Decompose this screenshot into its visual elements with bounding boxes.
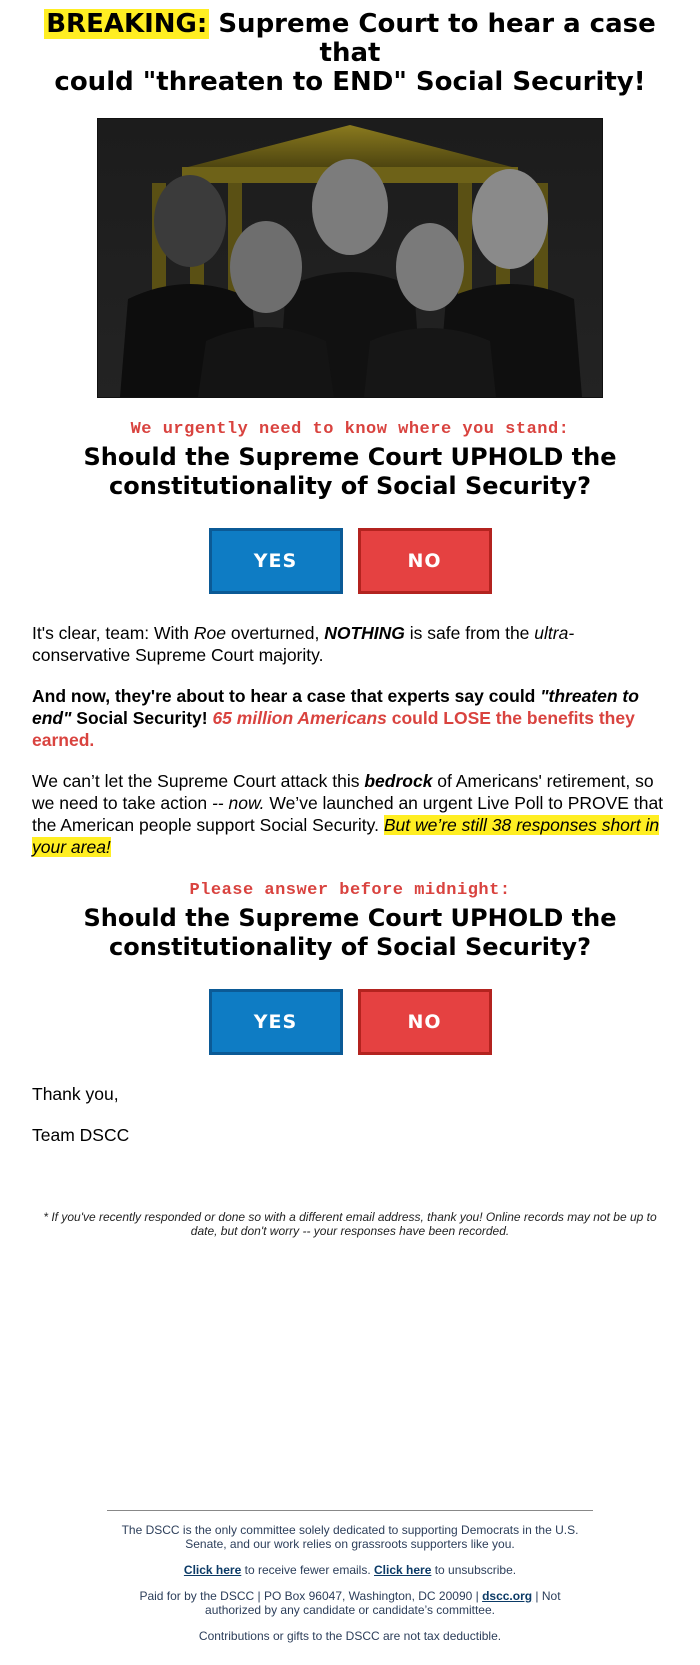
p3-text-c: of Americans' retirement, so we need to take action bbox=[32, 771, 654, 813]
poll-1-yes-button[interactable]: YES bbox=[209, 528, 343, 594]
unsubscribe-link[interactable]: Click here bbox=[374, 1563, 432, 1577]
footer-tax: Contributions or gifts to the DSCC are not tax deductible. bbox=[198, 1629, 502, 1643]
paid-for-text-b: | Not authorized by any candidate or candidate’s committee. bbox=[205, 1589, 561, 1617]
p3-bedrock: bedrock bbox=[364, 771, 433, 791]
paragraph-2 bbox=[0, 685, 700, 751]
fewer-emails-link[interactable]: Click here bbox=[183, 1563, 242, 1577]
poll-2-question-line-2: constitutionality of Social Security? bbox=[108, 933, 591, 961]
fewer-emails-text: to receive fewer emails. bbox=[241, 1563, 374, 1577]
p2-text-c: Social Security! bbox=[71, 708, 213, 728]
breaking-label: BREAKING: bbox=[46, 9, 208, 39]
footer-about: The DSCC is the only committee solely dedicated to supporting Democrats in the U.S. Senate, and our work relies on grassroots supporters like you. bbox=[121, 1523, 579, 1551]
p1-text-c: overturned, bbox=[225, 623, 325, 643]
paid-for-text-a: Paid for by the DSCC | PO Box 96047, Washington, DC 20090 | bbox=[139, 1589, 483, 1603]
footer-divider bbox=[107, 1510, 593, 1511]
footnote: * If you've recently responded or done so with a different email address, thank you! Online records may not be up to date, but don't worry -- your responses have been recorded. bbox=[43, 1210, 657, 1238]
dscc-org-link[interactable]: dscc.org bbox=[482, 1589, 533, 1603]
poll-2-yes-button[interactable]: YES bbox=[209, 989, 343, 1055]
p1-roe: Roe bbox=[193, 623, 226, 643]
p2-text-g: the benefits they earned. bbox=[32, 708, 635, 750]
p1-ultra: ultra- bbox=[534, 623, 575, 643]
p2-65-million: 65 million Americans bbox=[212, 708, 387, 728]
p2-text-e: could bbox=[386, 708, 444, 728]
poll-2-no-button[interactable]: NO bbox=[358, 989, 492, 1055]
poll-1-question-line-2: constitutionality of Social Security? bbox=[108, 472, 591, 500]
poll-1-buttons bbox=[0, 528, 700, 594]
p1-nothing: NOTHING bbox=[324, 623, 405, 643]
headline-part-1: Supreme Court to hear a case that bbox=[209, 9, 656, 68]
footer-email-prefs bbox=[0, 1563, 700, 1577]
p1-text-e: is safe from the bbox=[404, 623, 535, 643]
poll-1-question bbox=[0, 443, 700, 501]
footer-paid-for bbox=[0, 1589, 700, 1617]
signoff-thanks: Thank you, bbox=[32, 1084, 119, 1104]
poll-2-buttons bbox=[0, 989, 700, 1055]
poll-2-question bbox=[0, 904, 700, 962]
p2-lose: LOSE bbox=[443, 708, 491, 728]
poll-1-no-button[interactable]: NO bbox=[358, 528, 492, 594]
p3-text-e: We’ve launched an urgent Live Poll to PROVE that the American people support Social Security. bbox=[32, 793, 664, 835]
unsubscribe-text: to unsubscribe. bbox=[431, 1563, 517, 1577]
p1-text-a: It's clear, team: With bbox=[32, 623, 194, 643]
poll-2-question-line-1: Should the Supreme Court UPHOLD the bbox=[83, 904, 617, 932]
p3-now: -- now. bbox=[211, 793, 265, 813]
justices-illustration bbox=[98, 119, 602, 397]
p3-highlight: But we’re still 38 responses short in your area! bbox=[32, 815, 660, 857]
headline-part-2: could "threaten to END" Social Security! bbox=[54, 67, 646, 97]
headline bbox=[0, 0, 700, 97]
signoff-team: Team DSCC bbox=[32, 1125, 130, 1145]
p1-text-g: conservative Supreme Court majority. bbox=[32, 645, 324, 665]
poll-1-question-line-1: Should the Supreme Court UPHOLD the bbox=[83, 443, 617, 471]
p3-text-a: We can’t let the Supreme Court attack this bbox=[32, 771, 365, 791]
poll-1-kicker: We urgently need to know where you stand: bbox=[130, 420, 570, 439]
poll-2-kicker: Please answer before midnight: bbox=[189, 881, 511, 900]
p2-threaten: "threaten to end" bbox=[32, 686, 639, 728]
justices-photo[interactable] bbox=[97, 118, 603, 398]
p2-text-a: And now, they're about to hear a case that experts say could bbox=[32, 686, 541, 706]
paragraph-3 bbox=[0, 770, 700, 858]
paragraph-1 bbox=[0, 622, 700, 666]
